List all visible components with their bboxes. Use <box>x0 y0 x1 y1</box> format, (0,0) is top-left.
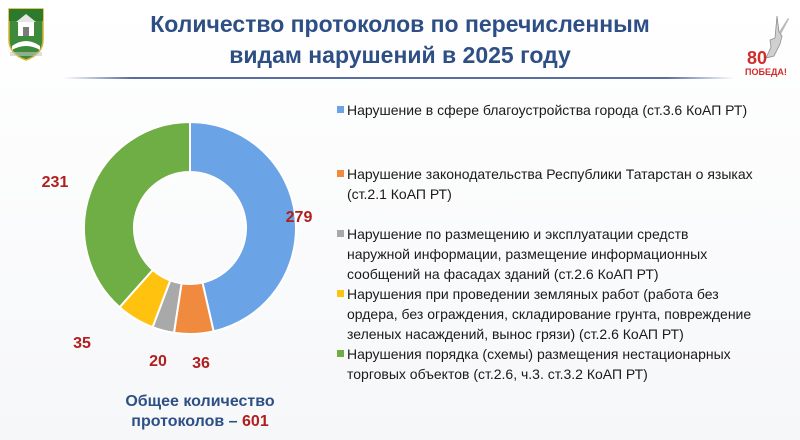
legend-item-3-line-1 <box>337 224 792 244</box>
legend-item-3-line-2 <box>337 244 792 264</box>
legend-marker-1 <box>337 106 344 113</box>
legend-item-2-line-2 <box>337 184 792 204</box>
legend-text-2-2: (ст.2.1 КоАП РТ) <box>347 186 452 202</box>
total-value: 601 <box>242 413 269 430</box>
data-label-4: 35 <box>73 335 91 352</box>
legend-text-5-1: Нарушения порядка (схемы) размещения нестационарных <box>347 346 731 362</box>
legend-item-5 <box>337 344 792 384</box>
title-divider <box>64 77 734 79</box>
legend-item-5-line-2 <box>337 364 792 384</box>
legend-marker-5 <box>337 350 344 357</box>
legend-item-4-line-2 <box>337 304 792 324</box>
city-coat-of-arms-icon <box>6 6 46 62</box>
legend-item-2-line-1 <box>337 164 792 184</box>
title-line-1: Количество протоколов по перечисленным <box>150 11 650 37</box>
donut-slices <box>84 122 296 334</box>
legend-item-4-line-3 <box>337 324 792 344</box>
data-label-5: 231 <box>41 174 69 191</box>
total-line-1: Общее количество <box>125 393 275 410</box>
legend-text-2-1: Нарушение законодательства Республики Татарстан о языках <box>347 166 753 182</box>
legend-marker-2 <box>337 170 344 177</box>
legend-text-5-2: торговых объектов (ст.2.6, ч.3. ст.3.2 КоАП РТ) <box>347 366 648 382</box>
donut-slice-5 <box>84 122 190 307</box>
emblem-number: 80 <box>747 48 768 68</box>
data-label-1: 279 <box>285 209 313 226</box>
legend-item-1 <box>337 100 792 120</box>
legend-marker-4 <box>337 290 344 297</box>
legend-text-4-1: Нарушения при проведении земляных работ (работа без <box>347 286 719 302</box>
legend-text-3-1: Нарушение по размещению и эксплуатации средств <box>347 226 689 242</box>
legend-item-4-line-1 <box>337 284 792 304</box>
donut-chart <box>0 80 340 440</box>
legend-item-1-line-1 <box>337 100 792 120</box>
legend-text-1-1: Нарушение в сфере благоустройства города (ст.3.6 КоАП РТ) <box>347 102 748 118</box>
legend-item-2 <box>337 164 792 204</box>
legend-item-4 <box>337 284 792 344</box>
legend-text-3-2: наружной информации, размещение информационных <box>347 246 708 262</box>
legend-item-5-line-1 <box>337 344 792 364</box>
title-line-2: видам нарушений в 2025 году <box>229 42 571 68</box>
total-line-2 <box>60 412 340 432</box>
legend-text-4-2: ордера, без ограждения, складирование грунта, повреждение <box>347 306 752 322</box>
emblem-word: ПОБЕДА! <box>745 67 787 77</box>
legend-item-3 <box>337 224 792 284</box>
legend-text-4-3: зеленых насаждений, вынос грязи) (ст.2.6 КоАП РТ) <box>347 326 684 342</box>
data-label-2: 36 <box>192 355 210 372</box>
legend-item-3-line-3 <box>337 264 792 284</box>
page-title <box>80 9 720 71</box>
total-summary <box>60 392 340 432</box>
total-prefix: протоколов – <box>131 413 243 430</box>
victory-80-emblem-icon <box>744 14 796 80</box>
data-label-3: 20 <box>149 353 167 370</box>
header <box>0 0 800 80</box>
legend-marker-3 <box>337 230 344 237</box>
legend-text-3-3: сообщений на фасадах зданий (ст.2.6 КоАП РТ) <box>347 266 659 282</box>
